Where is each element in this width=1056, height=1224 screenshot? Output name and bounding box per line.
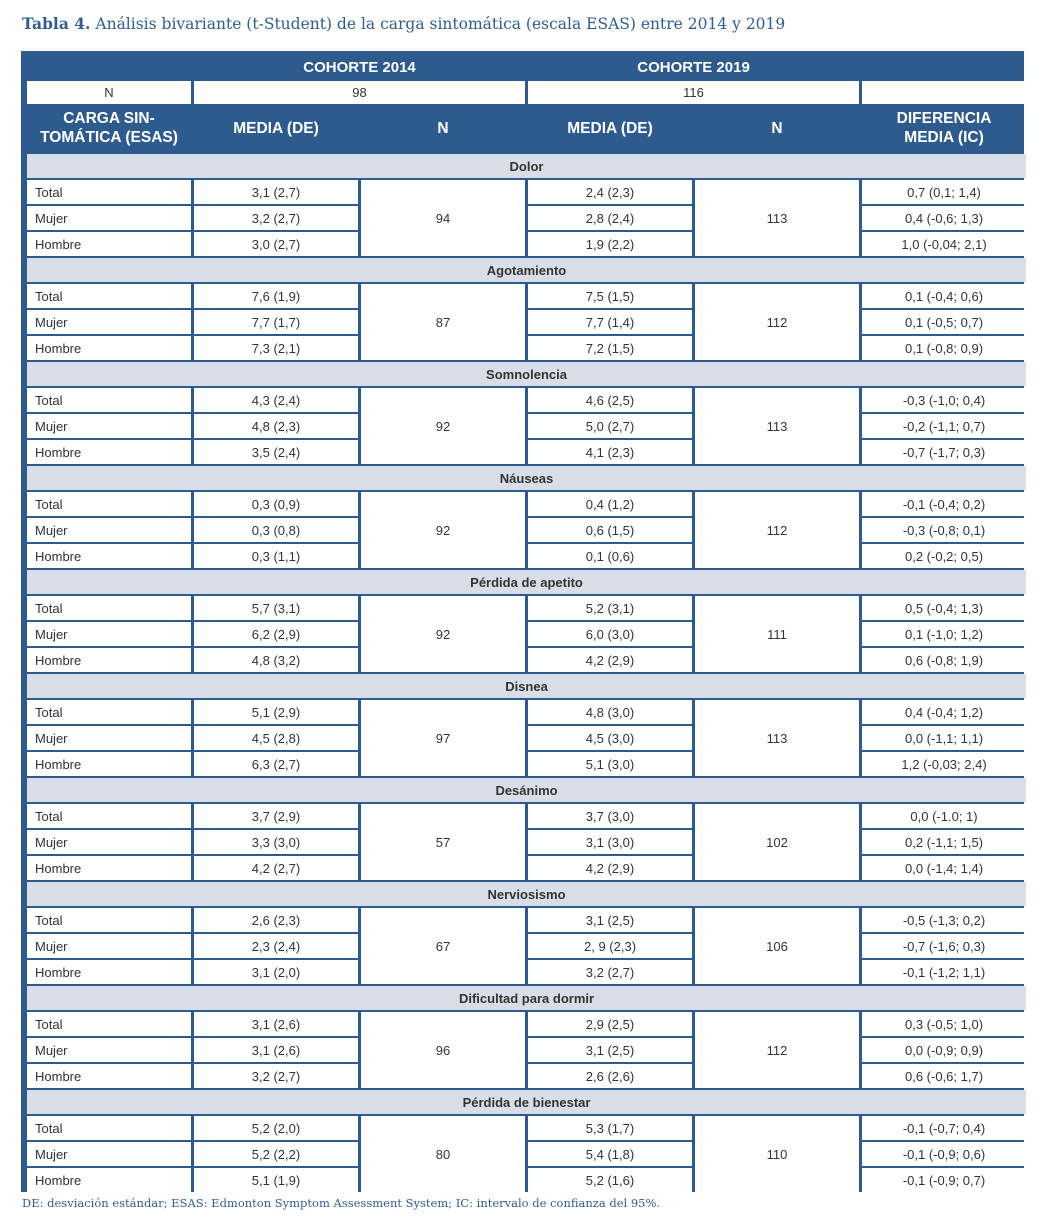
- mean-2014-cell: 5,2 (2,0): [194, 1116, 358, 1140]
- mean-2019-cell: 3,7 (3,0): [528, 804, 692, 828]
- mean-2014-cell: 7,7 (1,7): [194, 310, 358, 334]
- diff-cell: 0,1 (-0,4; 0,6): [862, 284, 1026, 308]
- table-row: [27, 804, 1026, 828]
- group-header-row: [27, 882, 1026, 906]
- mean-2014-cell: 4,3 (2,4): [194, 388, 358, 412]
- diff-cell: -0,1 (-0,4; 0,2): [862, 492, 1026, 516]
- mean-2019-cell: 4,5 (3,0): [528, 726, 692, 750]
- mean-2019-cell: 4,6 (2,5): [528, 388, 692, 412]
- table-row: [27, 492, 1026, 516]
- diff-cell: -0,1 (-1,2; 1,1): [862, 960, 1026, 984]
- caption-text: Análisis bivariante (t-Student) de la carga sintomática (escala ESAS) entre 2014 y 2019: [95, 15, 786, 33]
- row-label: Total: [27, 284, 191, 308]
- n-2019-cell: 111: [695, 596, 859, 672]
- n-2019-cell: 102: [695, 804, 859, 880]
- diff-cell: -0,1 (-0,9; 0,7): [862, 1168, 1026, 1192]
- table-row: [27, 1168, 1026, 1192]
- table-row: [27, 310, 1026, 334]
- mean-2019-cell: 0,4 (1,2): [528, 492, 692, 516]
- mean-2014-cell: 5,1 (2,9): [194, 700, 358, 724]
- mean-2014-cell: 7,6 (1,9): [194, 284, 358, 308]
- group-header-row: [27, 1090, 1026, 1114]
- mean-2019-cell: 7,5 (1,5): [528, 284, 692, 308]
- mean-2014-cell: 3,3 (3,0): [194, 830, 358, 854]
- group-header-row: [27, 362, 1026, 386]
- cohort-header-row: [27, 56, 1026, 79]
- diff-cell: 0,0 (-0,9; 0,9): [862, 1038, 1026, 1062]
- group-header-row: [27, 466, 1026, 490]
- table-row: [27, 934, 1026, 958]
- table-row: [27, 1038, 1026, 1062]
- mean-2019-cell: 1,9 (2,2): [528, 232, 692, 256]
- mean-2019-cell: 2,4 (2,3): [528, 180, 692, 204]
- n-2014-cell: 97: [361, 700, 525, 776]
- mean-2014-cell: 0,3 (0,9): [194, 492, 358, 516]
- mean-2019-cell: 5,1 (3,0): [528, 752, 692, 776]
- group-header-row: [27, 570, 1026, 594]
- row-label: Hombre: [27, 1168, 191, 1192]
- row-label: Mujer: [27, 414, 191, 438]
- row-label: Hombre: [27, 752, 191, 776]
- mean-2019-cell: 4,2 (2,9): [528, 856, 692, 880]
- mean-2014-cell: 2,6 (2,3): [194, 908, 358, 932]
- row-label: Hombre: [27, 232, 191, 256]
- table-row: [27, 1142, 1026, 1166]
- mean-2014-cell: 5,7 (3,1): [194, 596, 358, 620]
- row-label: Mujer: [27, 1142, 191, 1166]
- row-label: Total: [27, 180, 191, 204]
- mean-2019-cell: 5,2 (3,1): [528, 596, 692, 620]
- table-row: [27, 622, 1026, 646]
- n-empty: [862, 81, 1026, 104]
- mean-2019-cell: 3,1 (2,5): [528, 908, 692, 932]
- group-title: Agotamiento: [27, 258, 1026, 282]
- diff-cell: -0,3 (-0,8; 0,1): [862, 518, 1026, 542]
- table-row: [27, 206, 1026, 230]
- table-row: [27, 440, 1026, 464]
- row-label: Mujer: [27, 830, 191, 854]
- column-header-row: [27, 106, 1026, 152]
- group-header-row: [27, 258, 1026, 282]
- row-label: Hombre: [27, 336, 191, 360]
- cohort-2019-header: COHORTE 2019: [637, 59, 750, 76]
- group-header-row: [27, 674, 1026, 698]
- diff-cell: -0,5 (-1,3; 0,2): [862, 908, 1026, 932]
- n-2014-cell: 67: [361, 908, 525, 984]
- row-label: Total: [27, 908, 191, 932]
- mean-2014-cell: 4,8 (3,2): [194, 648, 358, 672]
- mean-2014-cell: 3,1 (2,6): [194, 1012, 358, 1036]
- table-row: [27, 726, 1026, 750]
- col-symptom-header: CARGA SIN- TOMÁTICA (ESAS): [40, 110, 178, 146]
- diff-cell: 0,1 (-1,0; 1,2): [862, 622, 1026, 646]
- n-2019-cell: 112: [695, 1012, 859, 1088]
- table-row: [27, 752, 1026, 776]
- mean-2014-cell: 0,3 (1,1): [194, 544, 358, 568]
- mean-2019-cell: 5,3 (1,7): [528, 1116, 692, 1140]
- row-label: Mujer: [27, 622, 191, 646]
- table-frame: [21, 51, 1024, 1192]
- row-label: Mujer: [27, 310, 191, 334]
- diff-cell: 1,2 (-0,03; 2,4): [862, 752, 1026, 776]
- mean-2014-cell: 4,2 (2,7): [194, 856, 358, 880]
- group-title: Somnolencia: [27, 362, 1026, 386]
- mean-2019-cell: 7,2 (1,5): [528, 336, 692, 360]
- diff-cell: 0,4 (-0,4; 1,2): [862, 700, 1026, 724]
- mean-2014-cell: 0,3 (0,8): [194, 518, 358, 542]
- mean-2019-cell: 4,2 (2,9): [528, 648, 692, 672]
- mean-2019-cell: 5,2 (1,6): [528, 1168, 692, 1192]
- n-2014-cell: 92: [361, 492, 525, 568]
- mean-2014-cell: 3,0 (2,7): [194, 232, 358, 256]
- mean-2014-cell: 3,2 (2,7): [194, 206, 358, 230]
- n-2014-cell: 96: [361, 1012, 525, 1088]
- row-label: Mujer: [27, 206, 191, 230]
- mean-2019-cell: 2,9 (2,5): [528, 1012, 692, 1036]
- group-title: Pérdida de apetito: [27, 570, 1026, 594]
- diff-cell: -0,1 (-0,9; 0,6): [862, 1142, 1026, 1166]
- mean-2014-cell: 5,1 (1,9): [194, 1168, 358, 1192]
- table-row: [27, 180, 1026, 204]
- group-header-row: [27, 778, 1026, 802]
- mean-2014-cell: 7,3 (2,1): [194, 336, 358, 360]
- mean-2019-cell: 2,6 (2,6): [528, 1064, 692, 1088]
- mean-2014-cell: 2,3 (2,4): [194, 934, 358, 958]
- n-2014-cell: 94: [361, 180, 525, 256]
- mean-2019-cell: 6,0 (3,0): [528, 622, 692, 646]
- diff-cell: -0,2 (-1,1; 0,7): [862, 414, 1026, 438]
- row-label: Hombre: [27, 1064, 191, 1088]
- row-label: Mujer: [27, 934, 191, 958]
- diff-cell: 0,0 (-1,4; 1,4): [862, 856, 1026, 880]
- n-2019-cell: 110: [695, 1116, 859, 1192]
- row-label: Total: [27, 804, 191, 828]
- diff-cell: 0,1 (-0,8; 0,9): [862, 336, 1026, 360]
- group-header-row: [27, 154, 1026, 178]
- col-diff-header: DIFERENCIA MEDIA (IC): [896, 110, 992, 146]
- diff-cell: 0,2 (-0,2; 0,5): [862, 544, 1026, 568]
- group-title: Dolor: [27, 154, 1026, 178]
- table-row: [27, 596, 1026, 620]
- col-n-2019-header: N: [771, 119, 783, 137]
- row-label: Hombre: [27, 544, 191, 568]
- table-caption: [22, 14, 785, 33]
- mean-2014-cell: 3,2 (2,7): [194, 1064, 358, 1088]
- mean-2014-cell: 3,5 (2,4): [194, 440, 358, 464]
- row-label: Mujer: [27, 726, 191, 750]
- diff-cell: -0,7 (-1,6; 0,3): [862, 934, 1026, 958]
- row-label: Mujer: [27, 1038, 191, 1062]
- diff-cell: 0,7 (0,1; 1,4): [862, 180, 1026, 204]
- col-mean-2019-header: MEDIA (DE): [567, 119, 653, 137]
- col-mean-2014-header: MEDIA (DE): [233, 119, 319, 137]
- mean-2014-cell: 4,5 (2,8): [194, 726, 358, 750]
- mean-2019-cell: 2, 9 (2,3): [528, 934, 692, 958]
- table-row: [27, 336, 1026, 360]
- mean-2019-cell: 3,2 (2,7): [528, 960, 692, 984]
- row-label: Total: [27, 1012, 191, 1036]
- mean-2014-cell: 6,3 (2,7): [194, 752, 358, 776]
- diff-cell: 0,0 (-1.0; 1): [862, 804, 1026, 828]
- row-label: Total: [27, 700, 191, 724]
- mean-2014-cell: 4,8 (2,3): [194, 414, 358, 438]
- table-row: [27, 544, 1026, 568]
- mean-2019-cell: 5,0 (2,7): [528, 414, 692, 438]
- row-label: Mujer: [27, 518, 191, 542]
- table-row: [27, 700, 1026, 724]
- mean-2019-cell: 0,1 (0,6): [528, 544, 692, 568]
- group-title: Desánimo: [27, 778, 1026, 802]
- group-title: Pérdida de bienestar: [27, 1090, 1026, 1114]
- n-2014-cell: 57: [361, 804, 525, 880]
- table-row: [27, 388, 1026, 412]
- n-2019-cell: 112: [695, 492, 859, 568]
- mean-2019-cell: 2,8 (2,4): [528, 206, 692, 230]
- mean-2014-cell: 6,2 (2,9): [194, 622, 358, 646]
- group-header-row: [27, 986, 1026, 1010]
- mean-2014-cell: 3,1 (2,7): [194, 180, 358, 204]
- row-label: Total: [27, 1116, 191, 1140]
- n-row: [27, 81, 1026, 104]
- row-label: Hombre: [27, 856, 191, 880]
- diff-cell: 0,4 (-0,6; 1,3): [862, 206, 1026, 230]
- table-row: [27, 830, 1026, 854]
- diff-cell: -0,3 (-1,0; 0,4): [862, 388, 1026, 412]
- mean-2014-cell: 3,1 (2,6): [194, 1038, 358, 1062]
- diff-cell: 0,6 (-0,8; 1,9): [862, 648, 1026, 672]
- table-footnote: DE: desviación estándar; ESAS: Edmonton Symptom Assessment System; IC: intervalo de confianza del 95%.: [22, 1196, 661, 1210]
- diff-cell: -0,7 (-1,7; 0,3): [862, 440, 1026, 464]
- row-label: Hombre: [27, 440, 191, 464]
- mean-2019-cell: 4,8 (3,0): [528, 700, 692, 724]
- n-2019-cell: 112: [695, 284, 859, 360]
- diff-cell: 0,0 (-1,1; 1,1): [862, 726, 1026, 750]
- n-2014: 98: [194, 81, 525, 104]
- diff-cell: 0,3 (-0,5; 1,0): [862, 1012, 1026, 1036]
- n-2014-cell: 80: [361, 1116, 525, 1192]
- table-row: [27, 648, 1026, 672]
- cohort-2014-header: COHORTE 2014: [303, 59, 416, 76]
- table-row: [27, 960, 1026, 984]
- diff-cell: 0,2 (-1,1; 1,5): [862, 830, 1026, 854]
- table-row: [27, 908, 1026, 932]
- row-label: Hombre: [27, 960, 191, 984]
- table-row: [27, 232, 1026, 256]
- mean-2019-cell: 3,1 (2,5): [528, 1038, 692, 1062]
- row-label: Hombre: [27, 648, 191, 672]
- mean-2014-cell: 5,2 (2,2): [194, 1142, 358, 1166]
- col-n-2014-header: N: [437, 119, 449, 137]
- table-row: [27, 1116, 1026, 1140]
- n-2019-cell: 106: [695, 908, 859, 984]
- diff-cell: 0,5 (-0,4; 1,3): [862, 596, 1026, 620]
- mean-2019-cell: 4,1 (2,3): [528, 440, 692, 464]
- group-title: Disnea: [27, 674, 1026, 698]
- group-title: Dificultad para dormir: [27, 986, 1026, 1010]
- mean-2019-cell: 5,4 (1,8): [528, 1142, 692, 1166]
- mean-2019-cell: 3,1 (3,0): [528, 830, 692, 854]
- table-row: [27, 414, 1026, 438]
- mean-2014-cell: 3,1 (2,0): [194, 960, 358, 984]
- n-2019: 116: [528, 81, 859, 104]
- row-label: Total: [27, 388, 191, 412]
- row-label: Total: [27, 492, 191, 516]
- esas-table: [24, 54, 1029, 1194]
- group-title: Náuseas: [27, 466, 1026, 490]
- table-row: [27, 1064, 1026, 1088]
- n-2019-cell: 113: [695, 180, 859, 256]
- mean-2019-cell: 0,6 (1,5): [528, 518, 692, 542]
- caption-label: Tabla 4.: [22, 14, 91, 33]
- row-label: Total: [27, 596, 191, 620]
- table-row: [27, 518, 1026, 542]
- diff-cell: 0,1 (-0,5; 0,7): [862, 310, 1026, 334]
- mean-2014-cell: 3,7 (2,9): [194, 804, 358, 828]
- cohort-empty-cell: [27, 56, 191, 79]
- mean-2019-cell: 7,7 (1,4): [528, 310, 692, 334]
- table-row: [27, 856, 1026, 880]
- n-2014-cell: 92: [361, 388, 525, 464]
- cohort-empty-cell: [862, 56, 1026, 79]
- table-row: [27, 284, 1026, 308]
- n-2014-cell: 87: [361, 284, 525, 360]
- n-2014-cell: 92: [361, 596, 525, 672]
- table-row: [27, 1012, 1026, 1036]
- table-body: [27, 154, 1026, 1192]
- group-title: Nerviosismo: [27, 882, 1026, 906]
- diff-cell: -0,1 (-0,7; 0,4): [862, 1116, 1026, 1140]
- n-label: N: [27, 81, 191, 104]
- n-2019-cell: 113: [695, 700, 859, 776]
- n-2019-cell: 113: [695, 388, 859, 464]
- diff-cell: 0,6 (-0,6; 1,7): [862, 1064, 1026, 1088]
- diff-cell: 1,0 (-0,04; 2,1): [862, 232, 1026, 256]
